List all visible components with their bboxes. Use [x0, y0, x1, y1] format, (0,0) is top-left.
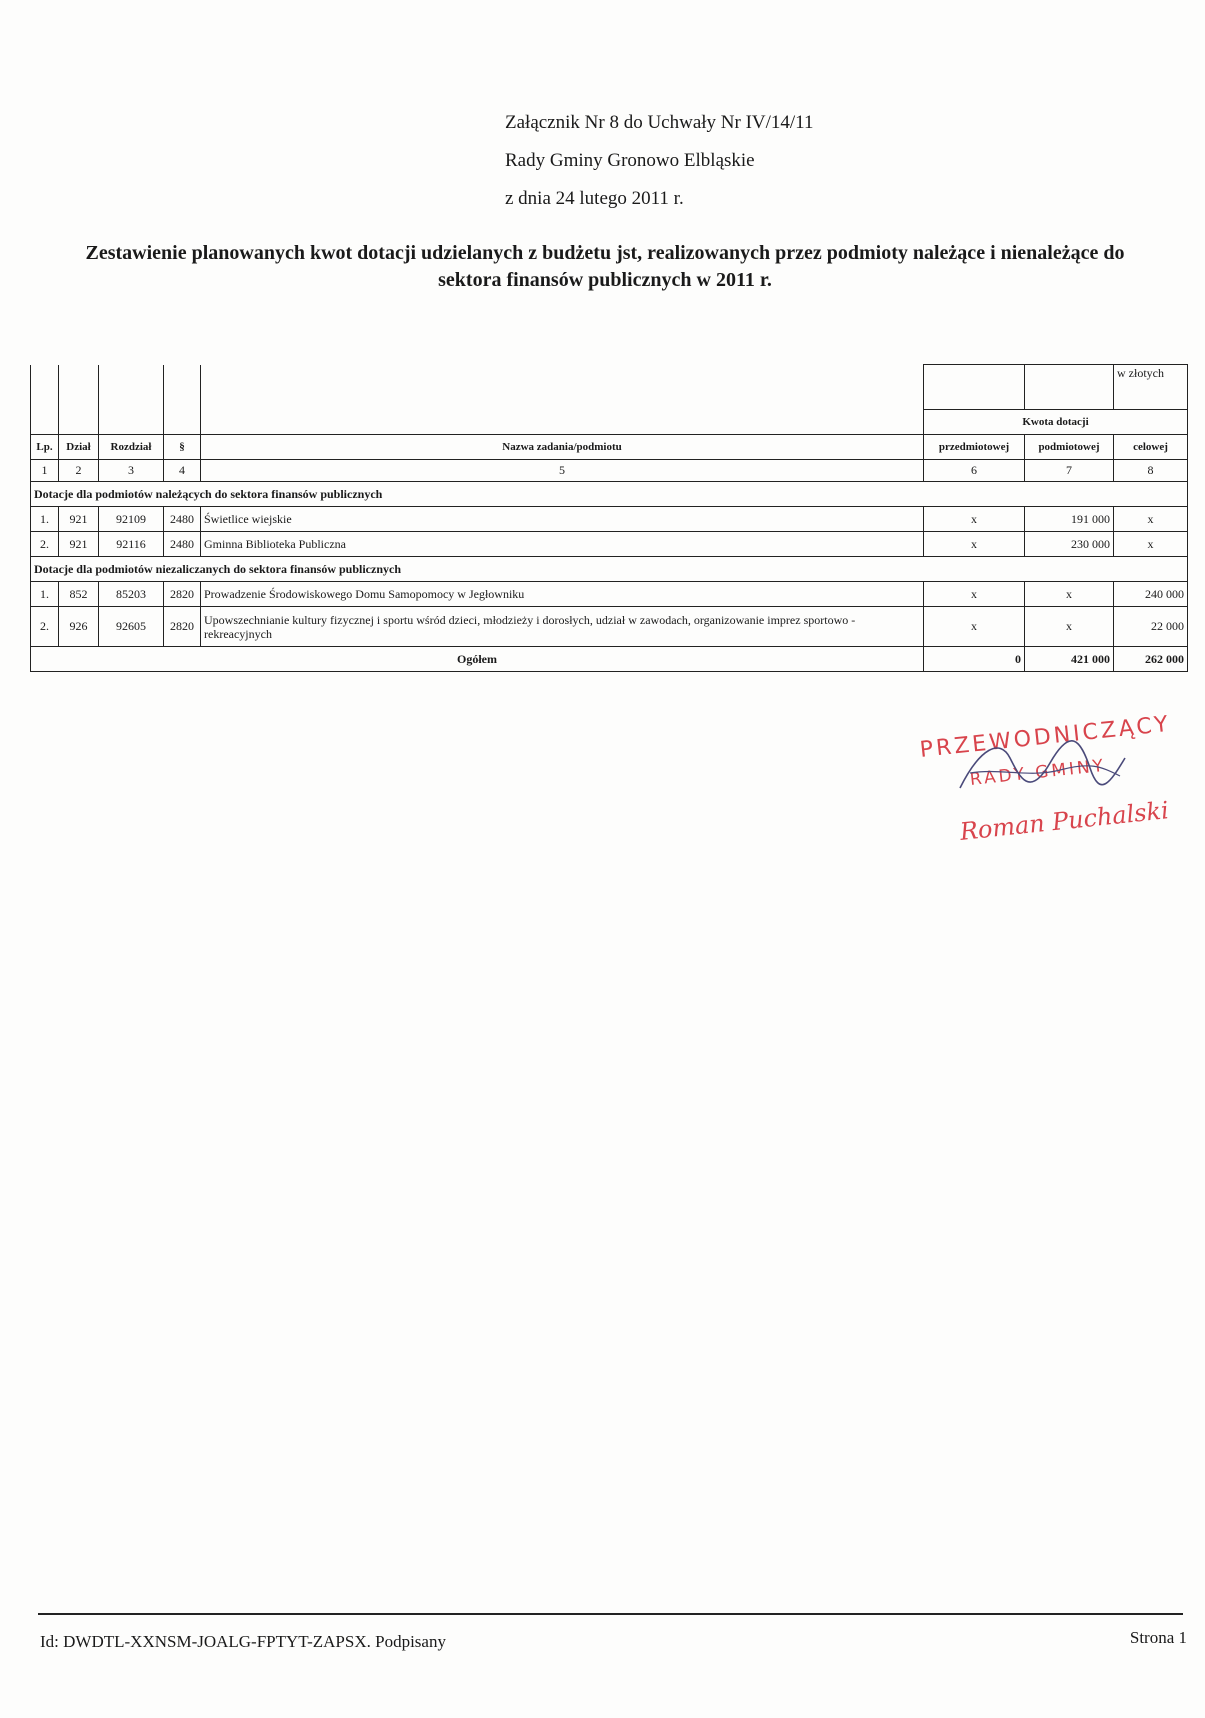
signature-mark: [940, 728, 1140, 808]
table-row: 1. 921 92109 2480 Świetlice wiejskie x 191 000 x: [31, 507, 1188, 532]
footer-document-id: Id: DWDTL-XXNSM-JOALG-FPTYT-ZAPSX. Podpisany: [40, 1632, 446, 1651]
column-number: 6: [924, 460, 1025, 482]
header-attachment-line: Załącznik Nr 8 do Uchwały Nr IV/14/11: [505, 112, 814, 133]
header-lp: Lp.: [31, 435, 59, 460]
total-przedmiotowej: 0: [924, 647, 1025, 672]
header-przedmiotowej: przedmiotowej: [924, 435, 1025, 460]
total-row: [31, 647, 1188, 672]
stamp-council: RADY GMINY: [968, 755, 1107, 790]
footer-divider: [38, 1613, 1183, 1615]
stamp-title: PRZEWODNICZĄCY: [918, 711, 1172, 763]
header-dzial: Dział: [59, 435, 99, 460]
table-row: 2. 926 92605 2820 Upowszechnianie kultury fizycznej i sportu wśród dzieci, młodzieży i dorosłych, udział w zawodach, organizowanie imprez sportowo - rekreacyjnych x x 22 000: [31, 607, 1188, 647]
column-number: 1: [31, 460, 59, 482]
header-celowej: celowej: [1114, 435, 1188, 460]
subsidy-table: [30, 364, 1188, 672]
header-nazwa: Nazwa zadania/podmiotu: [201, 435, 924, 460]
total-label: Ogółem: [31, 647, 924, 672]
column-number: 7: [1025, 460, 1114, 482]
column-number: 4: [164, 460, 201, 482]
column-number: 2: [59, 460, 99, 482]
column-number: 8: [1114, 460, 1188, 482]
header-council-line: Rady Gminy Gronowo Elbląskie: [505, 150, 755, 171]
unit-label: w złotych: [1114, 365, 1188, 410]
column-numbers-row: [31, 460, 1188, 482]
total-podmiotowej: 421 000: [1025, 647, 1114, 672]
footer-page-number: Strona 1: [1129, 1628, 1187, 1647]
chairman-stamp: [900, 711, 1200, 888]
amount-group-header: Kwota dotacji: [924, 410, 1188, 435]
column-number: 5: [201, 460, 924, 482]
title-line-1: Zestawienie planowanych kwot dotacji udzielanych z budżetu jst, realizowanych przez podmioty należące i nienależące do: [85, 242, 1125, 264]
section-1-title: Dotacje dla podmiotów należących do sektora finansów publicznych: [31, 482, 1188, 507]
total-celowej: 262 000: [1114, 647, 1188, 672]
section-2-title: Dotacje dla podmiotów niezaliczanych do sektora finansów publicznych: [31, 557, 1188, 582]
document-title: [50, 240, 1160, 294]
header-podmiotowej: podmiotowej: [1025, 435, 1114, 460]
document-header: [505, 104, 813, 218]
title-line-2: sektora finansów publicznych w 2011 r.: [438, 269, 772, 291]
header-date-line: z dnia 24 lutego 2011 r.: [505, 188, 684, 209]
header-paragraf: §: [164, 435, 201, 460]
table-row: 2. 921 92116 2480 Gminna Biblioteka Publiczna x 230 000 x: [31, 532, 1188, 557]
table-row: 1. 852 85203 2820 Prowadzenie Środowiskowego Domu Samopomocy w Jegłowniku x x 240 000: [31, 582, 1188, 607]
column-number: 3: [99, 460, 164, 482]
stamp-name: Roman Puchalski: [958, 796, 1171, 846]
header-rozdzial: Rozdział: [99, 435, 164, 460]
